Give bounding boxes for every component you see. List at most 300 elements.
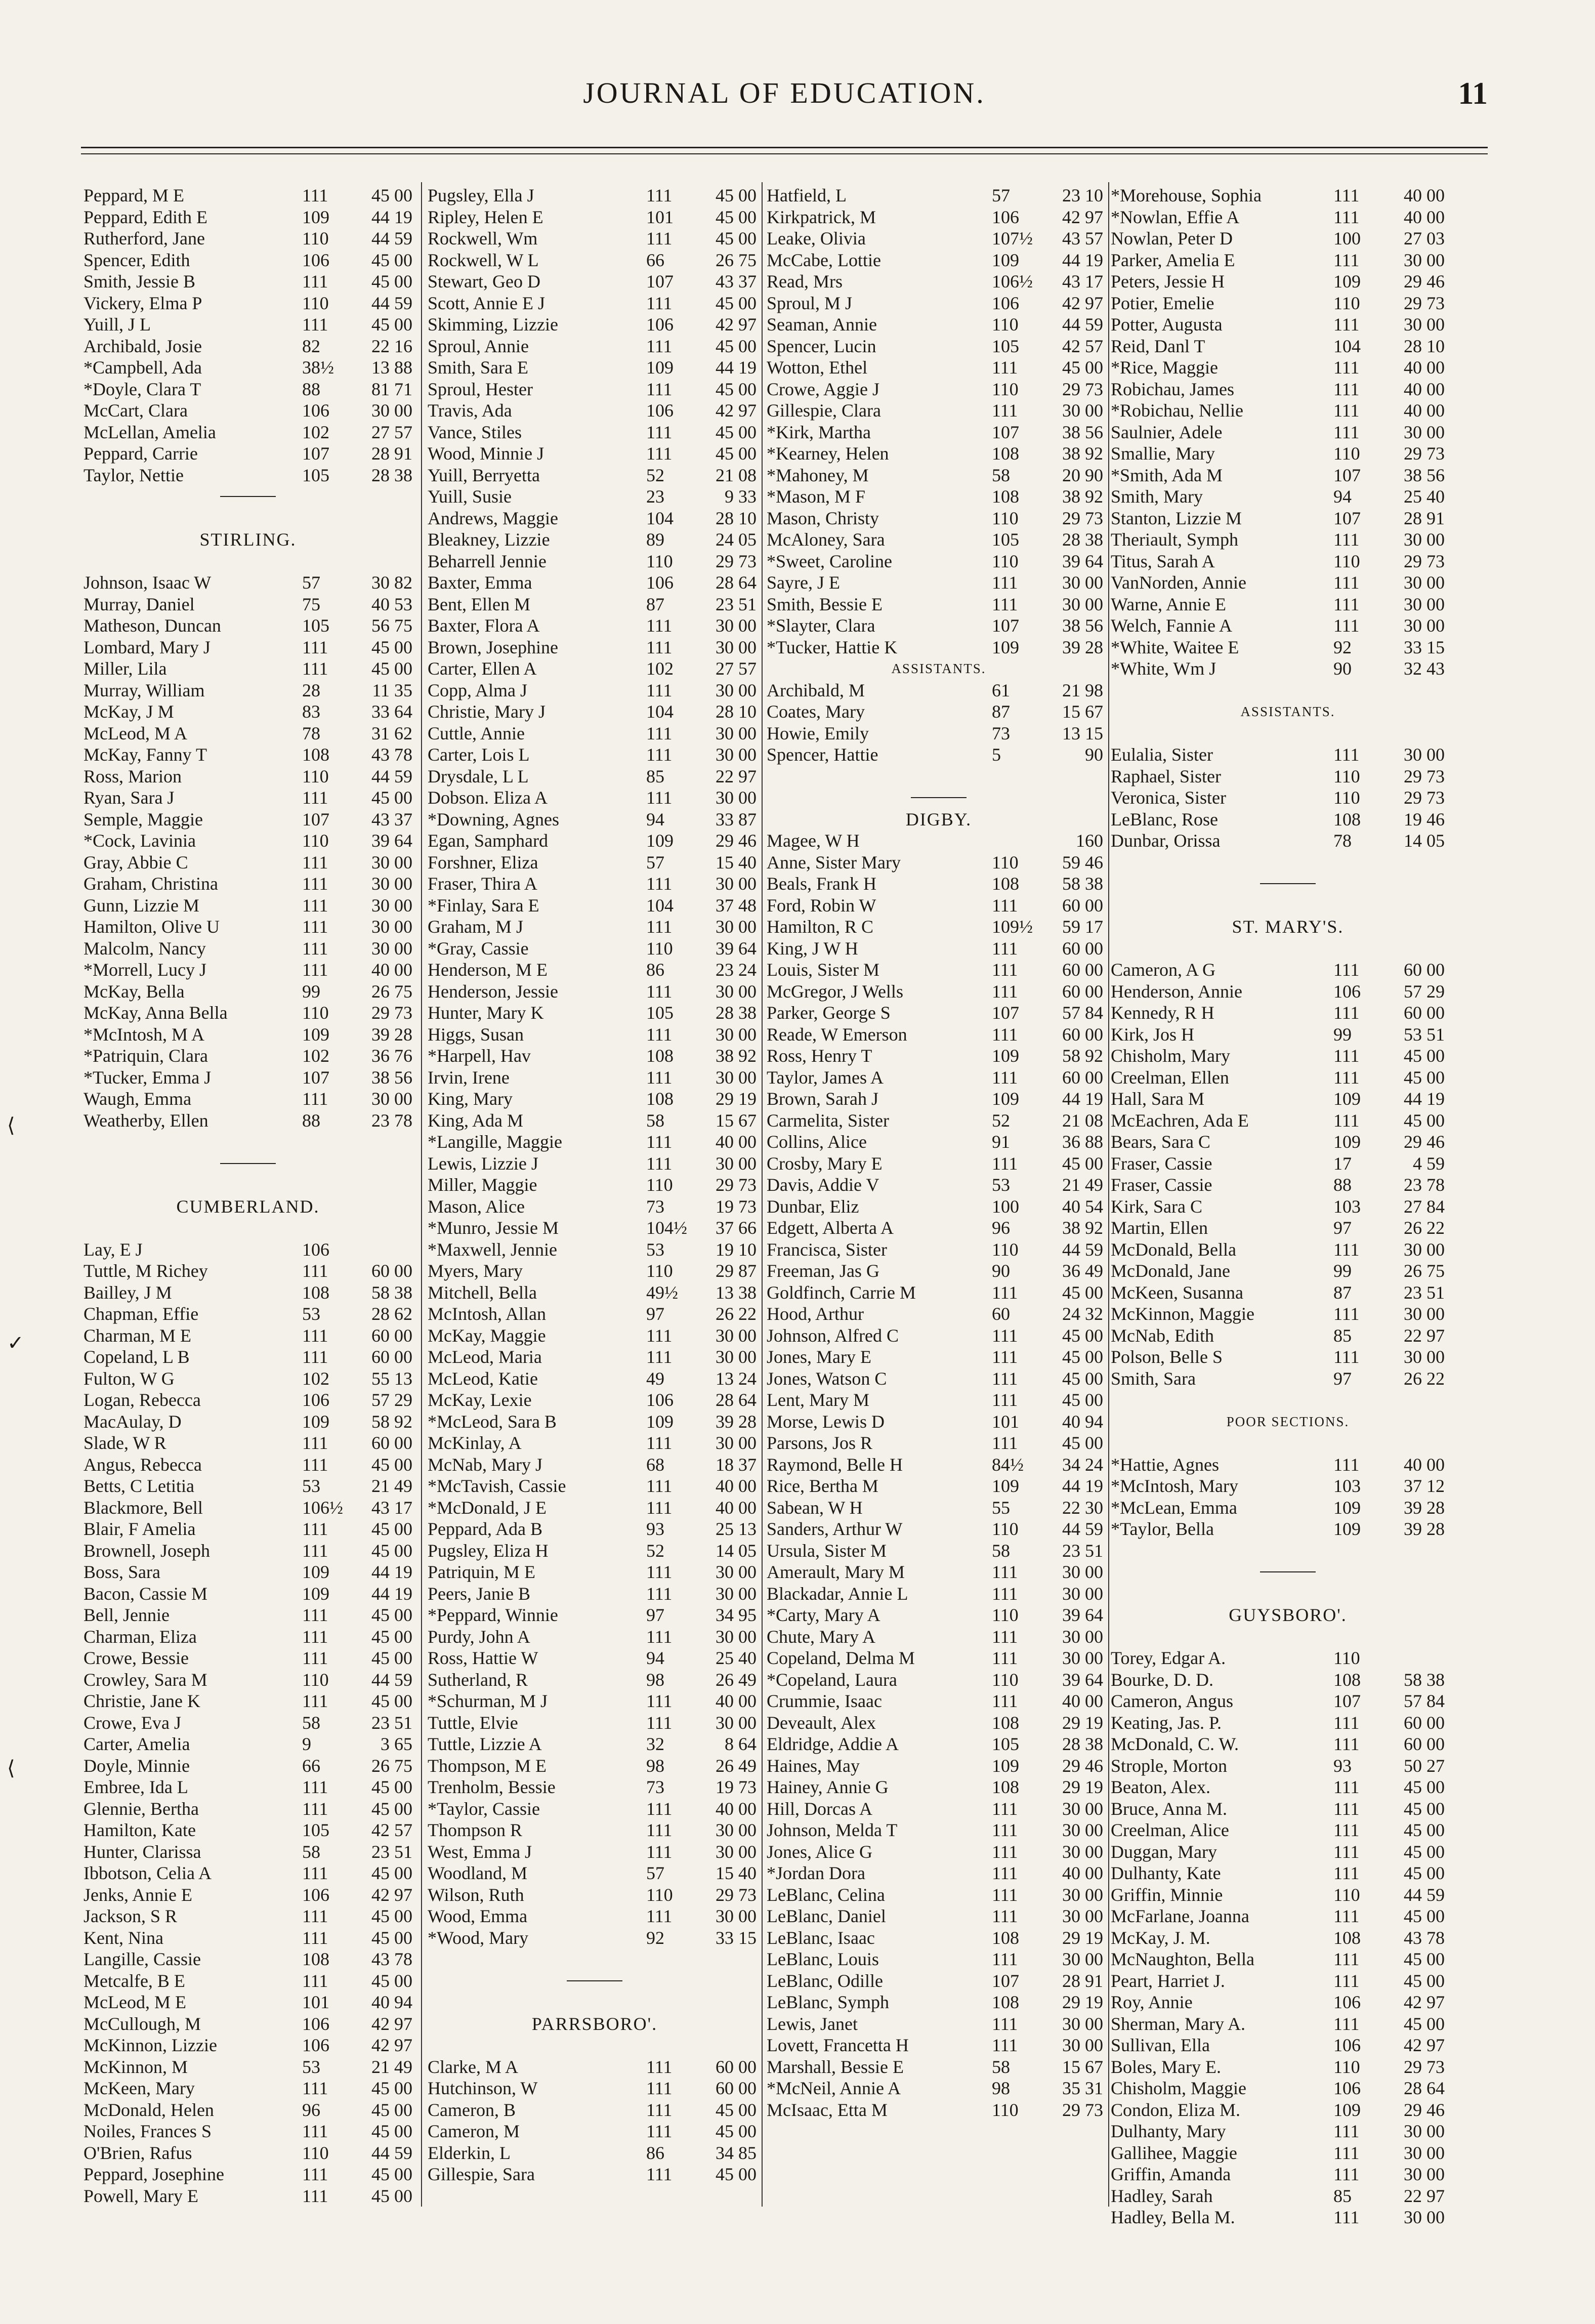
teacher-name: McKay, J M — [83, 701, 174, 722]
list-item — [83, 1282, 412, 1304]
teacher-name: Howie, Emily — [767, 723, 869, 743]
days-taught: 110 — [992, 1605, 1019, 1625]
grant-amount: 29 46 — [1404, 1132, 1445, 1152]
teacher-name: Griffin, Amanda — [1111, 2164, 1231, 2184]
teacher-name: Bourke, D. D. — [1111, 1669, 1213, 1690]
list-item — [1111, 250, 1465, 271]
teacher-name: *Mason, M F — [767, 486, 866, 507]
teacher-name: McKeen, Mary — [83, 2078, 195, 2098]
days-taught: 61 — [992, 680, 1010, 700]
teacher-name: Roy, Annie — [1111, 1992, 1193, 2012]
teacher-name: *Schurman, M J — [428, 1691, 548, 1711]
grant-amount: 30 00 — [1062, 1798, 1103, 1819]
days-taught: 53 — [646, 1239, 664, 1260]
list-item — [1111, 1346, 1465, 1368]
list-item — [767, 2035, 1111, 2056]
teacher-name: McKay, Maggie — [428, 1325, 546, 1346]
teacher-name: Francisca, Sister — [767, 1239, 887, 1260]
teacher-name: Hamilton, Olive U — [83, 917, 220, 937]
teacher-name: McCart, Clara — [83, 400, 188, 421]
grant-amount: 27 84 — [1404, 1196, 1445, 1217]
teacher-name: Davis, Addie V — [767, 1175, 879, 1195]
grant-amount: 40 00 — [1404, 400, 1445, 421]
grant-amount: 39 64 — [1062, 551, 1103, 571]
grant-amount: 38 92 — [716, 1046, 757, 1066]
grant-amount: 40 94 — [371, 1992, 412, 2012]
days-taught: 93 — [646, 1519, 664, 1539]
teacher-name: Vance, Stiles — [428, 422, 522, 442]
days-taught: 111 — [992, 572, 1018, 593]
teacher-name: Dunbar, Orissa — [1111, 831, 1221, 851]
teacher-name: Beaton, Alex. — [1111, 1777, 1210, 1797]
days-taught: 111 — [1333, 572, 1360, 593]
teacher-name: Vickery, Elma P — [83, 293, 202, 313]
teacher-name: Jackson, S R — [83, 1906, 178, 1926]
grant-amount: 45 00 — [716, 2099, 757, 2120]
teacher-name: Tuttle, Lizzie A — [428, 1734, 542, 1754]
list-item — [767, 1841, 1111, 1863]
spacer — [83, 551, 412, 572]
days-taught: 111 — [646, 2056, 673, 2077]
grant-amount: 30 00 — [716, 917, 757, 937]
list-item — [428, 1196, 762, 1218]
list-item — [767, 508, 1111, 529]
teacher-name: Seaman, Annie — [767, 314, 877, 335]
teacher-name: *Cock, Lavinia — [83, 831, 196, 851]
days-taught: 58 — [992, 1540, 1010, 1561]
list-item — [1111, 314, 1465, 336]
teacher-name: Crowe, Bessie — [83, 1648, 189, 1668]
days-taught: 109 — [992, 637, 1019, 657]
teacher-name: McKay, Bella — [83, 981, 185, 1002]
teacher-name: Carter, Ellen A — [428, 658, 537, 679]
days-taught: 111 — [302, 917, 328, 937]
list-item — [767, 1239, 1111, 1261]
grant-amount: 44 19 — [371, 1562, 412, 1582]
grant-amount: 28 10 — [716, 508, 757, 528]
teacher-name: Reade, W Emerson — [767, 1024, 907, 1045]
grant-amount: 53 51 — [1404, 1024, 1445, 1045]
list-item — [83, 1110, 412, 1132]
grant-amount: 33 15 — [716, 1927, 757, 1948]
grant-amount: 44 19 — [371, 1583, 412, 1604]
list-item — [428, 1841, 762, 1863]
grant-amount: 33 64 — [371, 701, 412, 722]
teacher-name: Slade, W R — [83, 1433, 166, 1453]
grant-amount: 40 00 — [716, 1798, 757, 1819]
list-item — [83, 1411, 412, 1433]
teacher-name: Hatfield, L — [767, 185, 847, 205]
teacher-name: Goldfinch, Carrie M — [767, 1282, 916, 1303]
grant-amount: 30 00 — [1062, 1562, 1103, 1582]
list-item — [767, 1045, 1111, 1067]
grant-amount: 30 00 — [1404, 744, 1445, 765]
list-item — [1111, 1518, 1465, 1540]
list-item — [1111, 486, 1465, 508]
teacher-name: Fraser, Cassie — [1111, 1153, 1212, 1174]
teacher-name: Polson, Belle S — [1111, 1347, 1223, 1367]
list-item — [83, 723, 412, 744]
grant-amount: 40 53 — [371, 594, 412, 614]
list-item — [767, 1110, 1111, 1132]
list-item — [1111, 357, 1465, 379]
section-heading: GUYSBORO'. — [1229, 1605, 1347, 1625]
teacher-name: Haines, May — [767, 1755, 860, 1776]
grant-amount: 29 46 — [1062, 1755, 1103, 1776]
grant-amount: 43 17 — [1062, 271, 1103, 292]
days-taught: 105 — [992, 1734, 1019, 1754]
list-item — [83, 250, 412, 271]
days-taught: 109 — [992, 1089, 1019, 1109]
list-item — [428, 1561, 762, 1583]
list-item — [1111, 1217, 1465, 1239]
grant-amount: 30 00 — [1062, 2013, 1103, 2034]
section-divider — [1111, 1561, 1465, 1583]
grant-amount: 43 37 — [716, 271, 757, 292]
days-taught: 73 — [992, 723, 1010, 743]
days-taught: 110 — [302, 766, 329, 786]
days-taught: 106 — [302, 1884, 329, 1905]
list-item — [83, 981, 412, 1003]
teacher-name: Chisholm, Maggie — [1111, 2078, 1246, 2098]
list-item — [428, 400, 762, 422]
teacher-name: Beharrell Jennie — [428, 551, 547, 571]
teacher-name: Cameron, A G — [1111, 960, 1215, 980]
teacher-name: Bailley, J M — [83, 1282, 172, 1303]
grant-amount: 40 00 — [1404, 1454, 1445, 1475]
teacher-name: Crowe, Eva J — [83, 1712, 181, 1733]
teacher-name: Embree, Ida L — [83, 1777, 188, 1797]
grant-amount: 35 31 — [1062, 2078, 1103, 2098]
list-item — [83, 1690, 412, 1712]
days-taught: 107 — [992, 422, 1019, 442]
grant-amount: 45 00 — [371, 1626, 412, 1647]
teacher-name: Malcolm, Nancy — [83, 938, 206, 959]
list-item — [767, 1862, 1111, 1884]
teacher-name: Hadley, Sarah — [1111, 2185, 1213, 2206]
teacher-name: Rutherford, Jane — [83, 228, 205, 248]
list-item — [83, 658, 412, 680]
teacher-name: Edgett, Alberta A — [767, 1218, 894, 1238]
days-taught: 111 — [1333, 1712, 1360, 1733]
days-taught: 111 — [992, 357, 1018, 378]
list-item — [428, 486, 762, 508]
list-item — [767, 1819, 1111, 1841]
list-item — [83, 1024, 412, 1046]
grant-amount: 30 00 — [1404, 1347, 1445, 1367]
days-taught: 106 — [646, 400, 674, 421]
days-taught: 111 — [1333, 1841, 1360, 1862]
grant-amount: 60 00 — [1404, 960, 1445, 980]
list-item — [767, 551, 1111, 572]
list-item — [767, 1927, 1111, 1949]
list-item — [428, 916, 762, 938]
teacher-name: Condon, Eliza M. — [1111, 2099, 1240, 2120]
days-taught: 111 — [646, 443, 673, 464]
grant-amount: 39 64 — [716, 938, 757, 959]
list-item — [767, 185, 1111, 206]
teacher-name: McLellan, Amelia — [83, 422, 216, 442]
list-item — [767, 529, 1111, 551]
days-taught: 88 — [302, 379, 320, 399]
grant-amount: 30 00 — [1062, 1949, 1103, 1969]
list-item — [428, 2099, 762, 2121]
list-item — [83, 422, 412, 443]
list-item — [767, 486, 1111, 508]
days-taught: 109 — [302, 1562, 329, 1582]
days-taught: 106 — [992, 206, 1019, 227]
grant-amount: 38 92 — [1062, 443, 1103, 464]
days-taught: 102 — [302, 422, 329, 442]
list-item — [83, 1991, 412, 2013]
teacher-name: Angus, Rebecca — [83, 1454, 202, 1475]
grant-amount: 40 00 — [1062, 1691, 1103, 1711]
grant-amount: 30 00 — [716, 1067, 757, 1088]
teacher-name: *Finlay, Sara E — [428, 895, 539, 916]
spacer — [1111, 1432, 1465, 1454]
list-item — [428, 508, 762, 529]
list-item — [767, 1561, 1111, 1583]
grant-amount: 19 73 — [716, 1777, 757, 1797]
days-taught: 110 — [992, 508, 1019, 528]
teacher-name: McFarlane, Joanna — [1111, 1906, 1249, 1926]
days-taught: 58 — [992, 2056, 1010, 2077]
column-divider — [421, 182, 422, 2207]
list-item — [83, 1669, 412, 1691]
list-item — [428, 1411, 762, 1433]
list-item — [1111, 1303, 1465, 1325]
grant-amount: 26 75 — [1404, 1261, 1445, 1281]
grant-amount: 21 49 — [371, 1476, 412, 1496]
teacher-name: Sproul, M J — [767, 293, 853, 313]
teacher-name: Jenks, Annie E — [83, 1884, 192, 1905]
list-item — [428, 443, 762, 465]
grant-amount: 45 00 — [716, 422, 757, 442]
teacher-name: Hood, Arthur — [767, 1304, 864, 1324]
list-item — [428, 1927, 762, 1949]
grant-amount: 40 00 — [716, 1497, 757, 1518]
list-item — [83, 1927, 412, 1949]
grant-amount: 45 00 — [716, 2164, 757, 2184]
grant-amount: 45 00 — [1404, 1798, 1445, 1819]
grant-amount: 28 10 — [716, 701, 757, 722]
teacher-name: Weatherby, Ellen — [83, 1110, 208, 1131]
grant-amount: 29 19 — [716, 1089, 757, 1109]
list-item — [1111, 1045, 1465, 1067]
list-item — [767, 938, 1111, 960]
grant-amount: 23 51 — [371, 1841, 412, 1862]
teacher-name: Strople, Morton — [1111, 1755, 1227, 1776]
teacher-name: Irvin, Irene — [428, 1067, 510, 1088]
list-item — [1111, 293, 1465, 314]
grant-amount: 23 51 — [1404, 1282, 1445, 1303]
days-taught: 110 — [992, 1669, 1019, 1690]
grant-amount: 25 40 — [1404, 486, 1445, 507]
journal-title: JOURNAL OF EDUCATION. — [583, 76, 986, 109]
list-item — [1111, 2056, 1465, 2078]
list-item — [1111, 2078, 1465, 2099]
list-item — [428, 981, 762, 1003]
list-item — [428, 379, 762, 400]
grant-amount: 29 73 — [1404, 766, 1445, 786]
teacher-name: Griffin, Minnie — [1111, 1884, 1223, 1905]
list-item — [1111, 1368, 1465, 1390]
list-item — [767, 981, 1111, 1003]
days-taught: 106 — [1333, 2035, 1361, 2055]
days-taught: 111 — [1333, 1820, 1360, 1840]
teacher-name: Taylor, Nettie — [83, 465, 184, 485]
grant-amount: 45 00 — [1062, 1282, 1103, 1303]
teacher-name: Thompson R — [428, 1820, 523, 1840]
subsection-heading: POOR SECTIONS. — [1226, 1414, 1350, 1429]
days-taught: 109 — [992, 1755, 1019, 1776]
teacher-name: Henderson, Jessie — [428, 981, 558, 1002]
grant-amount: 40 00 — [1062, 1863, 1103, 1883]
days-taught: 94 — [646, 1648, 664, 1668]
list-item — [83, 1475, 412, 1497]
teacher-name: Pugsley, Ella J — [428, 185, 534, 205]
days-taught: 110 — [646, 1175, 673, 1195]
list-item — [83, 1303, 412, 1325]
grant-amount: 30 00 — [371, 1089, 412, 1109]
days-taught: 107 — [302, 443, 329, 464]
list-item — [83, 1067, 412, 1089]
grant-amount: 30 00 — [1404, 1304, 1445, 1324]
days-taught: 101 — [302, 1992, 329, 2012]
teacher-name: Hill, Dorcas A — [767, 1798, 872, 1819]
list-item — [83, 1346, 412, 1368]
days-taught: 111 — [302, 314, 328, 335]
grant-amount: 45 00 — [371, 1927, 412, 1948]
grant-amount: 30 00 — [1404, 250, 1445, 270]
grant-amount: 43 17 — [371, 1497, 412, 1518]
teacher-name: Yuill, Susie — [428, 486, 512, 507]
days-taught: 111 — [646, 637, 673, 657]
grant-amount: 30 00 — [1062, 594, 1103, 614]
list-item — [1111, 1733, 1465, 1755]
days-taught: 109 — [646, 1411, 674, 1432]
grant-amount: 30 00 — [1404, 2164, 1445, 2184]
grant-amount: 30 00 — [1404, 529, 1445, 550]
days-taught: 94 — [1333, 486, 1352, 507]
grant-amount: 30 00 — [716, 1153, 757, 1174]
grant-amount: 30 00 — [716, 637, 757, 657]
list-item — [767, 1755, 1111, 1777]
days-taught: 111 — [646, 1712, 673, 1733]
grant-amount: 45 00 — [716, 443, 757, 464]
grant-amount: 60 00 — [371, 1347, 412, 1367]
list-item — [83, 400, 412, 422]
days-taught: 105 — [992, 336, 1019, 356]
days-taught: 111 — [992, 1282, 1018, 1303]
teacher-name: *Harpell, Hav — [428, 1046, 531, 1066]
days-taught: 104 — [646, 895, 674, 916]
teacher-name: Mitchell, Bella — [428, 1282, 537, 1303]
teacher-name: Kent, Nina — [83, 1927, 163, 1948]
days-taught: 111 — [1333, 594, 1360, 614]
grant-amount: 27 03 — [1404, 228, 1445, 248]
grant-amount: 43 57 — [1062, 228, 1103, 248]
teacher-name: Spencer, Hattie — [767, 744, 878, 765]
list-item — [83, 206, 412, 228]
days-taught: 108 — [302, 1282, 329, 1303]
teacher-name: Fulton, W G — [83, 1368, 175, 1389]
grant-amount: 42 97 — [371, 2035, 412, 2055]
days-taught: 111 — [646, 185, 673, 205]
grant-amount: 30 00 — [1062, 2035, 1103, 2055]
days-taught: 109 — [302, 1024, 329, 1045]
list-item — [83, 1647, 412, 1669]
days-taught: 110 — [646, 551, 673, 571]
teacher-name: Leake, Olivia — [767, 228, 866, 248]
teacher-name: Keating, Jas. P. — [1111, 1712, 1222, 1733]
list-item — [428, 2078, 762, 2099]
list-item — [767, 379, 1111, 400]
teacher-name: McKinnon, Lizzie — [83, 2035, 217, 2055]
teacher-name: Clarke, M A — [428, 2056, 518, 2077]
list-item — [428, 744, 762, 766]
subsection-heading: ASSISTANTS. — [1240, 704, 1335, 719]
grant-amount: 30 00 — [1062, 1626, 1103, 1647]
grant-amount: 30 00 — [716, 744, 757, 765]
days-taught: 111 — [1333, 400, 1360, 421]
grant-amount: 30 00 — [371, 400, 412, 421]
list-item — [428, 658, 762, 680]
grant-amount: 45 00 — [1404, 1863, 1445, 1883]
days-taught: 111 — [1333, 960, 1360, 980]
spacer — [83, 1131, 412, 1153]
grant-amount: 45 00 — [371, 1970, 412, 1991]
teacher-name: Robichau, James — [1111, 379, 1234, 399]
list-item — [767, 1411, 1111, 1433]
teacher-name: Read, Mrs — [767, 271, 843, 292]
grant-amount: 45 00 — [1062, 357, 1103, 378]
days-taught: 68 — [646, 1454, 664, 1475]
list-item — [767, 1626, 1111, 1648]
teacher-name: Dunbar, Eliz — [767, 1196, 859, 1217]
grant-amount: 13 38 — [716, 1282, 757, 1303]
list-item — [83, 1325, 412, 1347]
days-taught: 111 — [646, 379, 673, 399]
list-item — [1111, 1798, 1465, 1820]
list-item — [1111, 766, 1465, 787]
list-item — [83, 2099, 412, 2121]
days-taught: 110 — [1333, 766, 1360, 786]
teacher-name: Wood, Minnie J — [428, 443, 544, 464]
days-taught: 110 — [302, 293, 329, 313]
list-item — [83, 336, 412, 357]
grant-amount: 11 35 — [372, 680, 412, 700]
list-item — [1111, 1088, 1465, 1110]
days-taught: 111 — [646, 680, 673, 700]
days-taught: 111 — [302, 1325, 328, 1346]
days-taught: 105 — [302, 615, 329, 636]
grant-amount: 40 00 — [1404, 357, 1445, 378]
teacher-name: *McLean, Emma — [1111, 1497, 1237, 1518]
days-taught: 106 — [302, 400, 329, 421]
teacher-name: Woodland, M — [428, 1863, 528, 1883]
teacher-name: *Rice, Maggie — [1111, 357, 1218, 378]
list-item — [428, 766, 762, 787]
grant-amount: 45 00 — [1404, 1949, 1445, 1969]
list-item — [83, 1260, 412, 1282]
teacher-name: Potter, Augusta — [1111, 314, 1223, 335]
teacher-name: Gillespie, Clara — [767, 400, 881, 421]
days-taught: 110 — [1333, 1884, 1360, 1905]
teacher-name: Sanders, Arthur W — [767, 1519, 903, 1539]
grant-amount: 43 37 — [371, 809, 412, 829]
days-taught: 106 — [1333, 981, 1361, 1002]
